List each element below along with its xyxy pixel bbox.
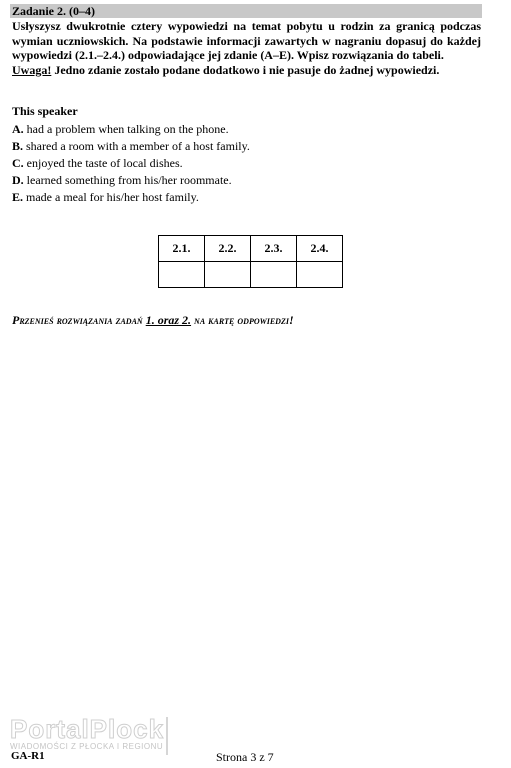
- task-instructions: [12, 19, 481, 77]
- answer-header-2-3: 2.3.: [251, 236, 297, 262]
- answer-header-2-1: 2.1.: [159, 236, 205, 262]
- option-letter: D.: [12, 173, 24, 187]
- page-number: Strona 3 z 7: [216, 750, 274, 764]
- option-letter: E.: [12, 190, 24, 204]
- transfer-instruction: [12, 313, 294, 328]
- instruction-text: Usłyszysz dwukrotnie cztery wypowiedzi na temat pobytu u rodzin za granicą podczas wymian uczniowskich. Na podstawie informacji zawartych w nagraniu dopasuj do każdej wypowiedzi (2.1.–2.4.) odpowiadające jej zdanie (A–E). Wpisz rozwiązania do tabeli.: [12, 19, 481, 63]
- answer-table-header: [159, 236, 343, 262]
- note-label: Uwaga!: [12, 62, 52, 77]
- note-text: Jedno zdanie zostało podane dodatkowo i nie pasuje do żadnej wypowiedzi.: [51, 62, 440, 77]
- option-text: shared a room with a member of a host family.: [26, 139, 250, 153]
- transfer-part1: Przenieś rozwiązania zadań: [12, 313, 146, 327]
- option-e: [12, 189, 250, 206]
- option-b: [12, 138, 250, 155]
- answer-cell-2-2[interactable]: [205, 262, 251, 288]
- answer-header-2-2: 2.2.: [205, 236, 251, 262]
- option-text: enjoyed the taste of local dishes.: [26, 156, 183, 170]
- answer-table-row: [159, 262, 343, 288]
- answer-header-2-4: 2.4.: [297, 236, 343, 262]
- answer-table: [158, 235, 343, 288]
- watermark-divider: [166, 717, 168, 755]
- option-letter: C.: [12, 156, 24, 170]
- watermark-logo: [10, 715, 164, 751]
- task-title: Zadanie 2. (0–4): [10, 4, 482, 18]
- speaker-prompt: This speaker: [12, 104, 78, 118]
- option-text: made a meal for his/her host family.: [26, 190, 199, 204]
- option-letter: A.: [12, 122, 24, 136]
- transfer-ref: 1. oraz 2.: [145, 313, 192, 327]
- option-a: [12, 121, 250, 138]
- transfer-part2: na kartę odpowiedzi!: [191, 313, 294, 327]
- answer-cell-2-1[interactable]: [159, 262, 205, 288]
- watermark-tagline: WIADOMOŚCI Z PŁOCKA I REGIONU: [10, 742, 164, 751]
- footer-code: GA-R1: [11, 750, 45, 762]
- answer-cell-2-3[interactable]: [251, 262, 297, 288]
- option-c: [12, 155, 250, 172]
- option-text: had a problem when talking on the phone.: [26, 122, 229, 136]
- watermark-brand: PortalPlock: [10, 714, 165, 744]
- options-list: [12, 121, 250, 206]
- option-text: learned something from his/her roommate.: [26, 173, 232, 187]
- option-d: [12, 172, 250, 189]
- option-letter: B.: [12, 139, 24, 153]
- answer-cell-2-4[interactable]: [297, 262, 343, 288]
